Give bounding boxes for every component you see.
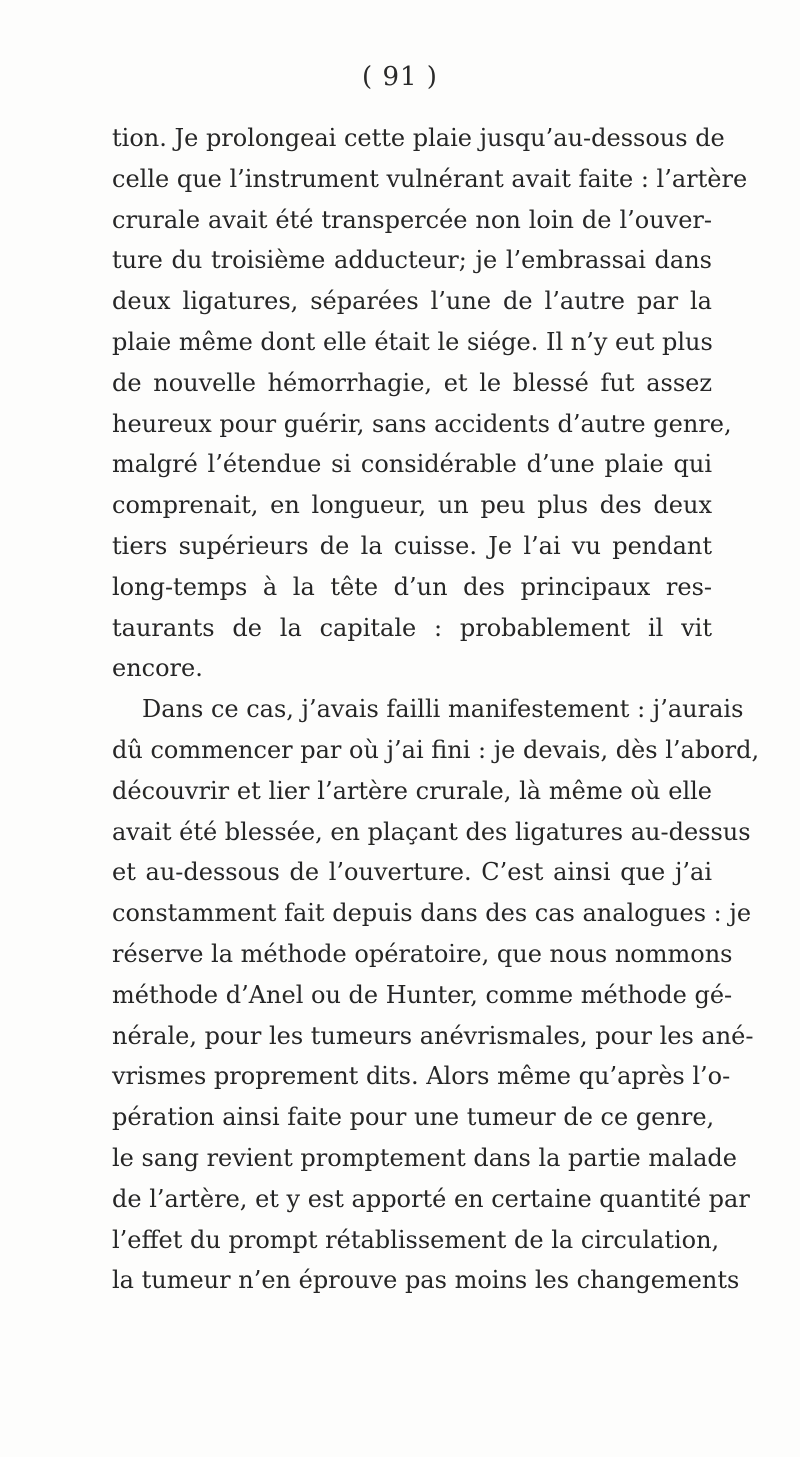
text-line: dû commencer par où j’ai fini : je devais, dès l’abord, [112, 735, 760, 764]
text-line: comprenait, en longueur, un peu plus des deux [112, 491, 712, 520]
text-line: de l’artère, et y est apporté en certaine quantité par [112, 1184, 750, 1213]
body-text [112, 118, 760, 1301]
text-line: celle que l’instrument vulnérant avait faite : l’artère [112, 164, 748, 193]
text-line: heureux pour guérir, sans accidents d’autre genre, [112, 409, 732, 438]
text-line: taurants de la capitale : probablement il vit [112, 613, 712, 642]
text-line-paragraph-end: encore. [112, 654, 203, 683]
text-line-paragraph-start: Dans ce cas, j’avais failli manifestement : j’aurais [142, 695, 744, 724]
text-line: la tumeur n’en éprouve pas moins les changements [112, 1266, 740, 1295]
text-line: deux ligatures, séparées l’une de l’autre par la [112, 287, 712, 316]
text-line: réserve la méthode opératoire, que nous nommons [112, 939, 733, 968]
text-line: de nouvelle hémorrhagie, et le blessé fut assez [112, 368, 712, 397]
text-line: crurale avait été transpercée non loin de l’ouver- [112, 205, 712, 234]
text-line: nérale, pour les tumeurs anévrismales, pour les ané- [112, 1021, 754, 1050]
text-line: le sang revient promptement dans la partie malade [112, 1143, 737, 1172]
text-line: méthode d’Anel ou de Hunter, comme méthode gé- [112, 980, 733, 1009]
text-line: ture du troisième adducteur; je l’embrassai dans [112, 246, 712, 275]
text-line: découvrir et lier l’artère crurale, là même où elle [112, 776, 712, 805]
text-line: l’effet du prompt rétablissement de la circulation, [112, 1225, 720, 1254]
text-line: constamment fait depuis dans des cas analogues : je [112, 899, 752, 928]
text-line: tion. Je prolongeai cette plaie jusqu’au-dessous de [112, 124, 725, 152]
text-line: pération ainsi faite pour une tumeur de ce genre, [112, 1103, 715, 1132]
text-line: malgré l’étendue si considérable d’une plaie qui [112, 450, 712, 479]
text-line: vrismes proprement dits. Alors même qu’après l’o- [112, 1062, 731, 1091]
text-line: et au-dessous de l’ouverture. C’est ainsi que j’ai [112, 858, 712, 887]
page-number: ( 91 ) [362, 62, 438, 92]
text-line: plaie même dont elle était le siége. Il n’y eut plus [112, 327, 713, 356]
text-line: avait été blessée, en plaçant des ligatures au-dessus [112, 817, 751, 846]
text-line: tiers supérieurs de la cuisse. Je l’ai vu pendant [112, 531, 712, 560]
text-line: long-temps à la tête d’un des principaux res- [112, 572, 712, 601]
